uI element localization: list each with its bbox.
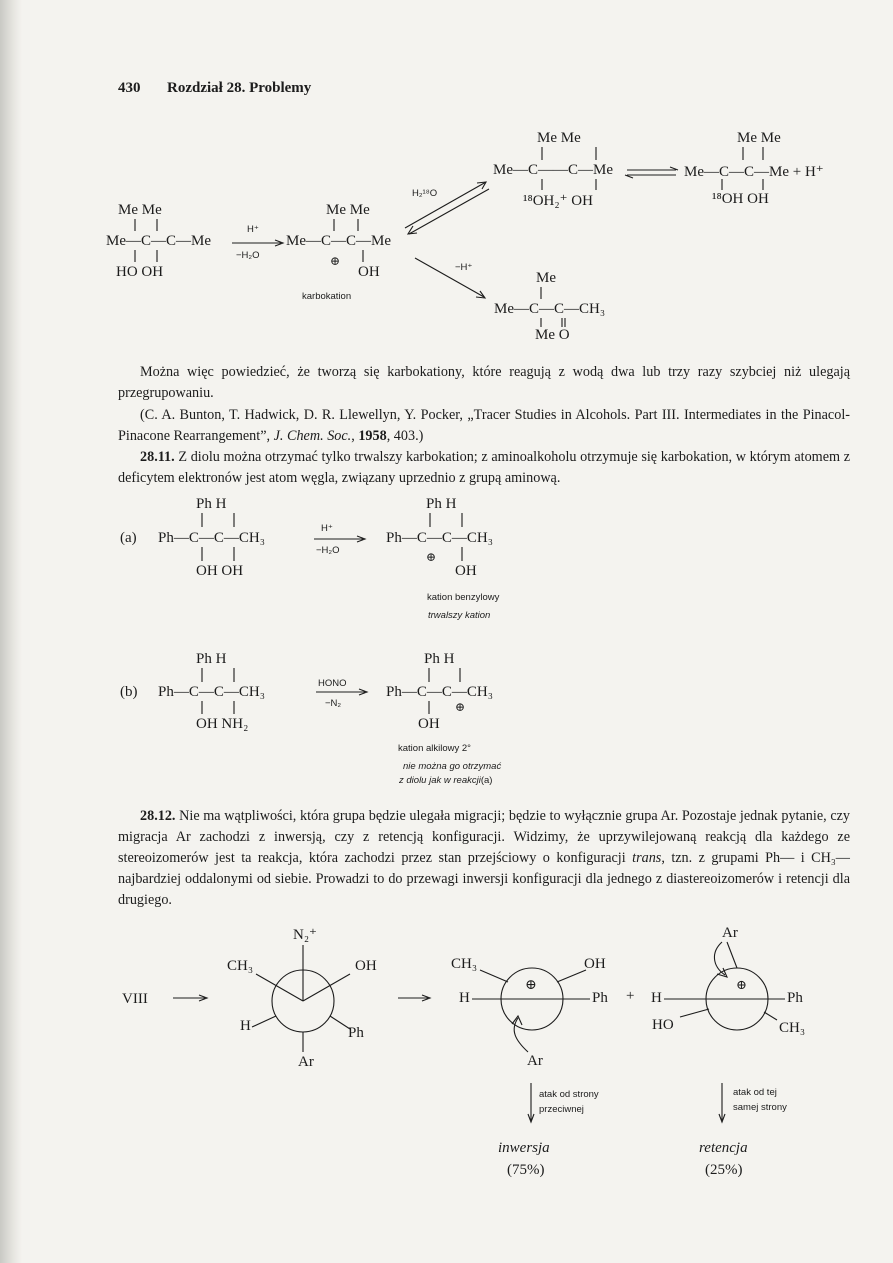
- chem-text: Me—C——C—Me: [493, 162, 613, 178]
- arrow-label-top: H⁺: [321, 523, 333, 534]
- chapter-title: Rozdział 28. Problemy: [167, 80, 312, 96]
- chem-text: ¹⁸OH OH: [712, 191, 769, 207]
- citation-year: 1958: [358, 428, 387, 444]
- plus-charge: ⊕: [455, 700, 466, 714]
- arrow-label-bottom: −H₂O: [316, 545, 340, 556]
- chem-text: Me: [536, 270, 556, 286]
- caption: atak od strony: [539, 1089, 599, 1100]
- chem-text: CH₃: [451, 956, 478, 972]
- chem-text: Ph—C—C—CH₃: [158, 530, 265, 546]
- chem-text: OH OH: [196, 563, 244, 579]
- chem-text: Ph—C—C—CH₃: [158, 684, 265, 700]
- result-label: inwersja: [498, 1140, 550, 1156]
- plus-charge: ⊕: [330, 254, 341, 268]
- bond: [557, 970, 586, 982]
- chem-text: Ph H: [196, 651, 227, 667]
- chem-text: Ph: [787, 990, 803, 1006]
- bond: [303, 974, 350, 1001]
- chem-text: CH₃: [779, 1020, 806, 1036]
- bond: [252, 1016, 276, 1027]
- plus-charge: ⊕: [525, 978, 537, 993]
- problem-number: 28.11.: [140, 449, 175, 465]
- chem-text: OH: [418, 716, 440, 732]
- caption: przeciwnej: [539, 1104, 584, 1115]
- problem-text: Z diolu można otrzymać tylko trwalszy karbokation; z aminoalkoholu otrzymuje się karbokation, w którym atomem z deficytem elektronów jest atom węgla, związany uprzednio z grupą aminową.: [118, 449, 850, 486]
- trans-italic: trans: [632, 850, 662, 866]
- citation-text: (C. A. Bunton, T. Hadwick, D. R. Llewellyn, Y. Pocker, „Tracer Studies in Alcohols. Part III. Intermediates in the Pinacol-Pinacone Rearrangement”,: [118, 407, 850, 444]
- result-percent: (75%): [507, 1162, 545, 1178]
- paragraph-text: Można więc powiedzieć, że tworzą się karbokationy, które reagują z wodą dwa lub trzy razy szybciej niż ulegają przegrupowaniu.: [118, 364, 850, 401]
- chem-text: Me O: [535, 327, 570, 343]
- chem-text: Me Me: [118, 202, 162, 218]
- reaction-arrow: [409, 189, 489, 234]
- chem-text: Ph: [348, 1025, 364, 1041]
- citation-suffix: , 403.): [386, 428, 424, 444]
- problem-text: Nie ma wątpliwości, która grupa będzie ulegała migracji; będzie to wyłącznie grupa Ar. Pozostaje jednak pytanie, czy migracja Ar zachodzi z inwersją, czy z retencją konfiguracji. Widzimy, że uprzywilejowaną reakcją dla każdego ze stereoizomerów jest ta reakcja, która zachodzi przez stan przejściowy o konfiguracji: [118, 808, 851, 866]
- chem-text: Ph—C—C—CH₃: [386, 530, 493, 546]
- chem-text: H: [240, 1018, 251, 1034]
- chem-text: H: [651, 990, 662, 1006]
- scheme-label: (a): [120, 530, 137, 546]
- caption-karbokation: karbokation: [302, 291, 352, 302]
- reagent-label: −H⁺: [455, 262, 473, 273]
- chem-text: OH: [358, 264, 380, 280]
- reaction-arrow: [405, 182, 486, 228]
- caption: kation benzylowy: [427, 592, 500, 603]
- arrow-label-top: HONO: [318, 678, 347, 689]
- plus-charge: ⊕: [426, 550, 437, 564]
- chem-text: HO OH: [116, 264, 164, 280]
- bond: [330, 1016, 350, 1029]
- chem-text: OH NH₂: [196, 716, 249, 732]
- chem-text: Me—C—C—CH₃: [494, 301, 606, 317]
- reaction-arrow: [415, 258, 484, 297]
- chem-text: Me—C—C—Me + H⁺: [684, 164, 824, 180]
- citation-sep: ,: [351, 428, 359, 444]
- bond: [764, 1012, 777, 1020]
- chem-text: Ph: [592, 990, 608, 1006]
- chem-text: Ar: [298, 1054, 314, 1070]
- bond: [727, 942, 737, 968]
- chem-text: Ph—C—C—CH₃: [386, 684, 493, 700]
- chem-text: Me Me: [326, 202, 370, 218]
- caption: samej strony: [733, 1102, 787, 1113]
- caption: nie można go otrzymać: [403, 761, 502, 772]
- chem-text: Ar: [722, 925, 738, 941]
- arrow-label-bottom: −N₂: [325, 698, 342, 709]
- arrow-label-top: H⁺: [247, 224, 259, 235]
- result-percent: (25%): [705, 1162, 743, 1178]
- chem-text: Me Me: [737, 130, 781, 146]
- scheme-label: (b): [120, 684, 138, 700]
- page-number: 430: [118, 80, 141, 96]
- bond: [256, 974, 303, 1001]
- chem-text: H: [459, 990, 470, 1006]
- chem-text: ¹⁸OH₂⁺ OH: [523, 193, 593, 209]
- arrow-label-bottom: −H₂O: [236, 250, 260, 261]
- caption-ref: (a): [480, 775, 493, 786]
- chem-text: OH: [455, 563, 477, 579]
- problem-number: 28.12.: [140, 808, 176, 824]
- problem-text-cont: , tzn. z grupami Ph— i CH₃— najbardziej oddalonymi od siebie. Prowadzi to do przewagi inwersji konfiguracji dla jednego z diastereoizomerów i retencji dla drugiego.: [118, 850, 850, 908]
- chem-text: Ph H: [424, 651, 455, 667]
- plus-charge: ⊕: [736, 977, 747, 992]
- chem-text: OH: [355, 958, 377, 974]
- caption: kation alkilowy 2°: [398, 743, 471, 754]
- chem-text: N₂⁺: [293, 927, 317, 943]
- chem-text: Ph H: [426, 496, 457, 512]
- bond: [480, 970, 508, 982]
- reagent-label: H₂¹⁸O: [412, 188, 438, 199]
- bond: [680, 1009, 709, 1017]
- chem-text: Me—C—C—Me: [286, 233, 391, 249]
- result-label: retencja: [699, 1140, 748, 1156]
- caption: trwalszy kation: [428, 610, 491, 621]
- caption-line: z diolu jak w reakcji: [399, 775, 481, 786]
- chem-text: Ar: [527, 1053, 543, 1069]
- chem-text: OH: [584, 956, 606, 972]
- compound-label: VIII: [122, 991, 148, 1007]
- plus-sign: +: [626, 988, 635, 1004]
- chem-text: Me—C—C—Me: [106, 233, 211, 249]
- chem-text: CH₃: [227, 958, 254, 974]
- chem-text: HO: [652, 1017, 674, 1033]
- chem-text: Me Me: [537, 130, 581, 146]
- caption: atak od tej: [733, 1087, 777, 1098]
- chem-text: Ph H: [196, 496, 227, 512]
- citation-journal: J. Chem. Soc.: [273, 428, 352, 444]
